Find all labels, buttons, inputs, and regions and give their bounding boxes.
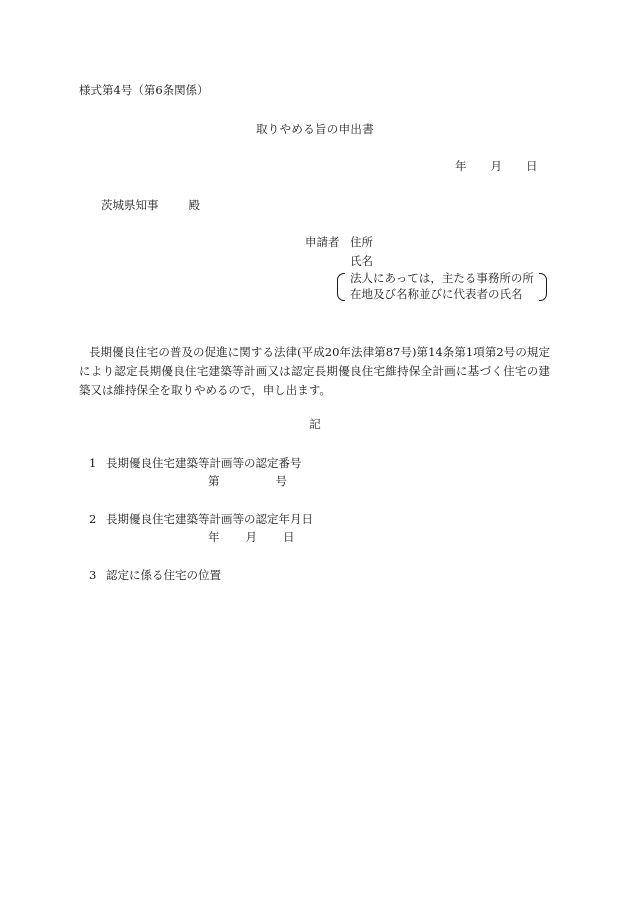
- item-1-text: 長期優良住宅建築等計画等の認定番号: [106, 456, 302, 470]
- applicant-note-line2: 在地及び名称並びに代表者の氏名: [350, 287, 523, 301]
- cert-date-line: [208, 532, 295, 544]
- document-title: 取りやめる旨の申出書: [256, 122, 374, 136]
- item-2-number: 2: [89, 512, 97, 526]
- ki-heading: 記: [309, 417, 321, 431]
- body-paragraph: [79, 343, 550, 400]
- cert-date-year: 年: [208, 530, 220, 544]
- body-line-2: により認定長期優良住宅建築等計画又は認定長期優良住宅維持保全計画に基づく住宅の建: [79, 364, 550, 378]
- cert-date-day: 日: [283, 530, 295, 544]
- item-3-number: 3: [89, 568, 97, 582]
- applicant-address-label: 住所: [350, 235, 373, 249]
- note-bracket-right: [539, 273, 547, 301]
- cert-number-suffix: 号: [275, 474, 287, 488]
- applicant-name-label: 氏名: [350, 254, 373, 268]
- cert-number-prefix: 第: [208, 474, 220, 488]
- body-line-3: 築又は維持保全を取りやめるので，申し出ます。: [79, 383, 331, 397]
- note-bracket-left: [337, 273, 345, 301]
- addressee: [101, 200, 200, 212]
- item-2-text: 長期優良住宅建築等計画等の認定年月日: [106, 512, 313, 526]
- body-line-1: 長期優良住宅の普及の促進に関する法律(平成20年法律第87号)第14条第1項第2号の規定: [89, 345, 550, 359]
- applicant-label: 申請者: [305, 235, 340, 249]
- date-line: [455, 161, 538, 173]
- addressee-name: 茨城県知事: [101, 198, 159, 212]
- cert-number-line: [208, 476, 287, 488]
- addressee-honorific: 殿: [188, 198, 200, 212]
- date-month-label: 月: [490, 159, 502, 173]
- item-3-text: 認定に係る住宅の位置: [106, 568, 221, 582]
- form-number: 様式第4号（第6条関係）: [79, 83, 209, 97]
- date-day-label: 日: [526, 159, 538, 173]
- applicant-note-line1: 法人にあっては，主たる事務所の所: [350, 271, 534, 285]
- item-1-number: 1: [89, 456, 97, 470]
- cert-date-month: 月: [245, 530, 257, 544]
- date-year-label: 年: [455, 159, 467, 173]
